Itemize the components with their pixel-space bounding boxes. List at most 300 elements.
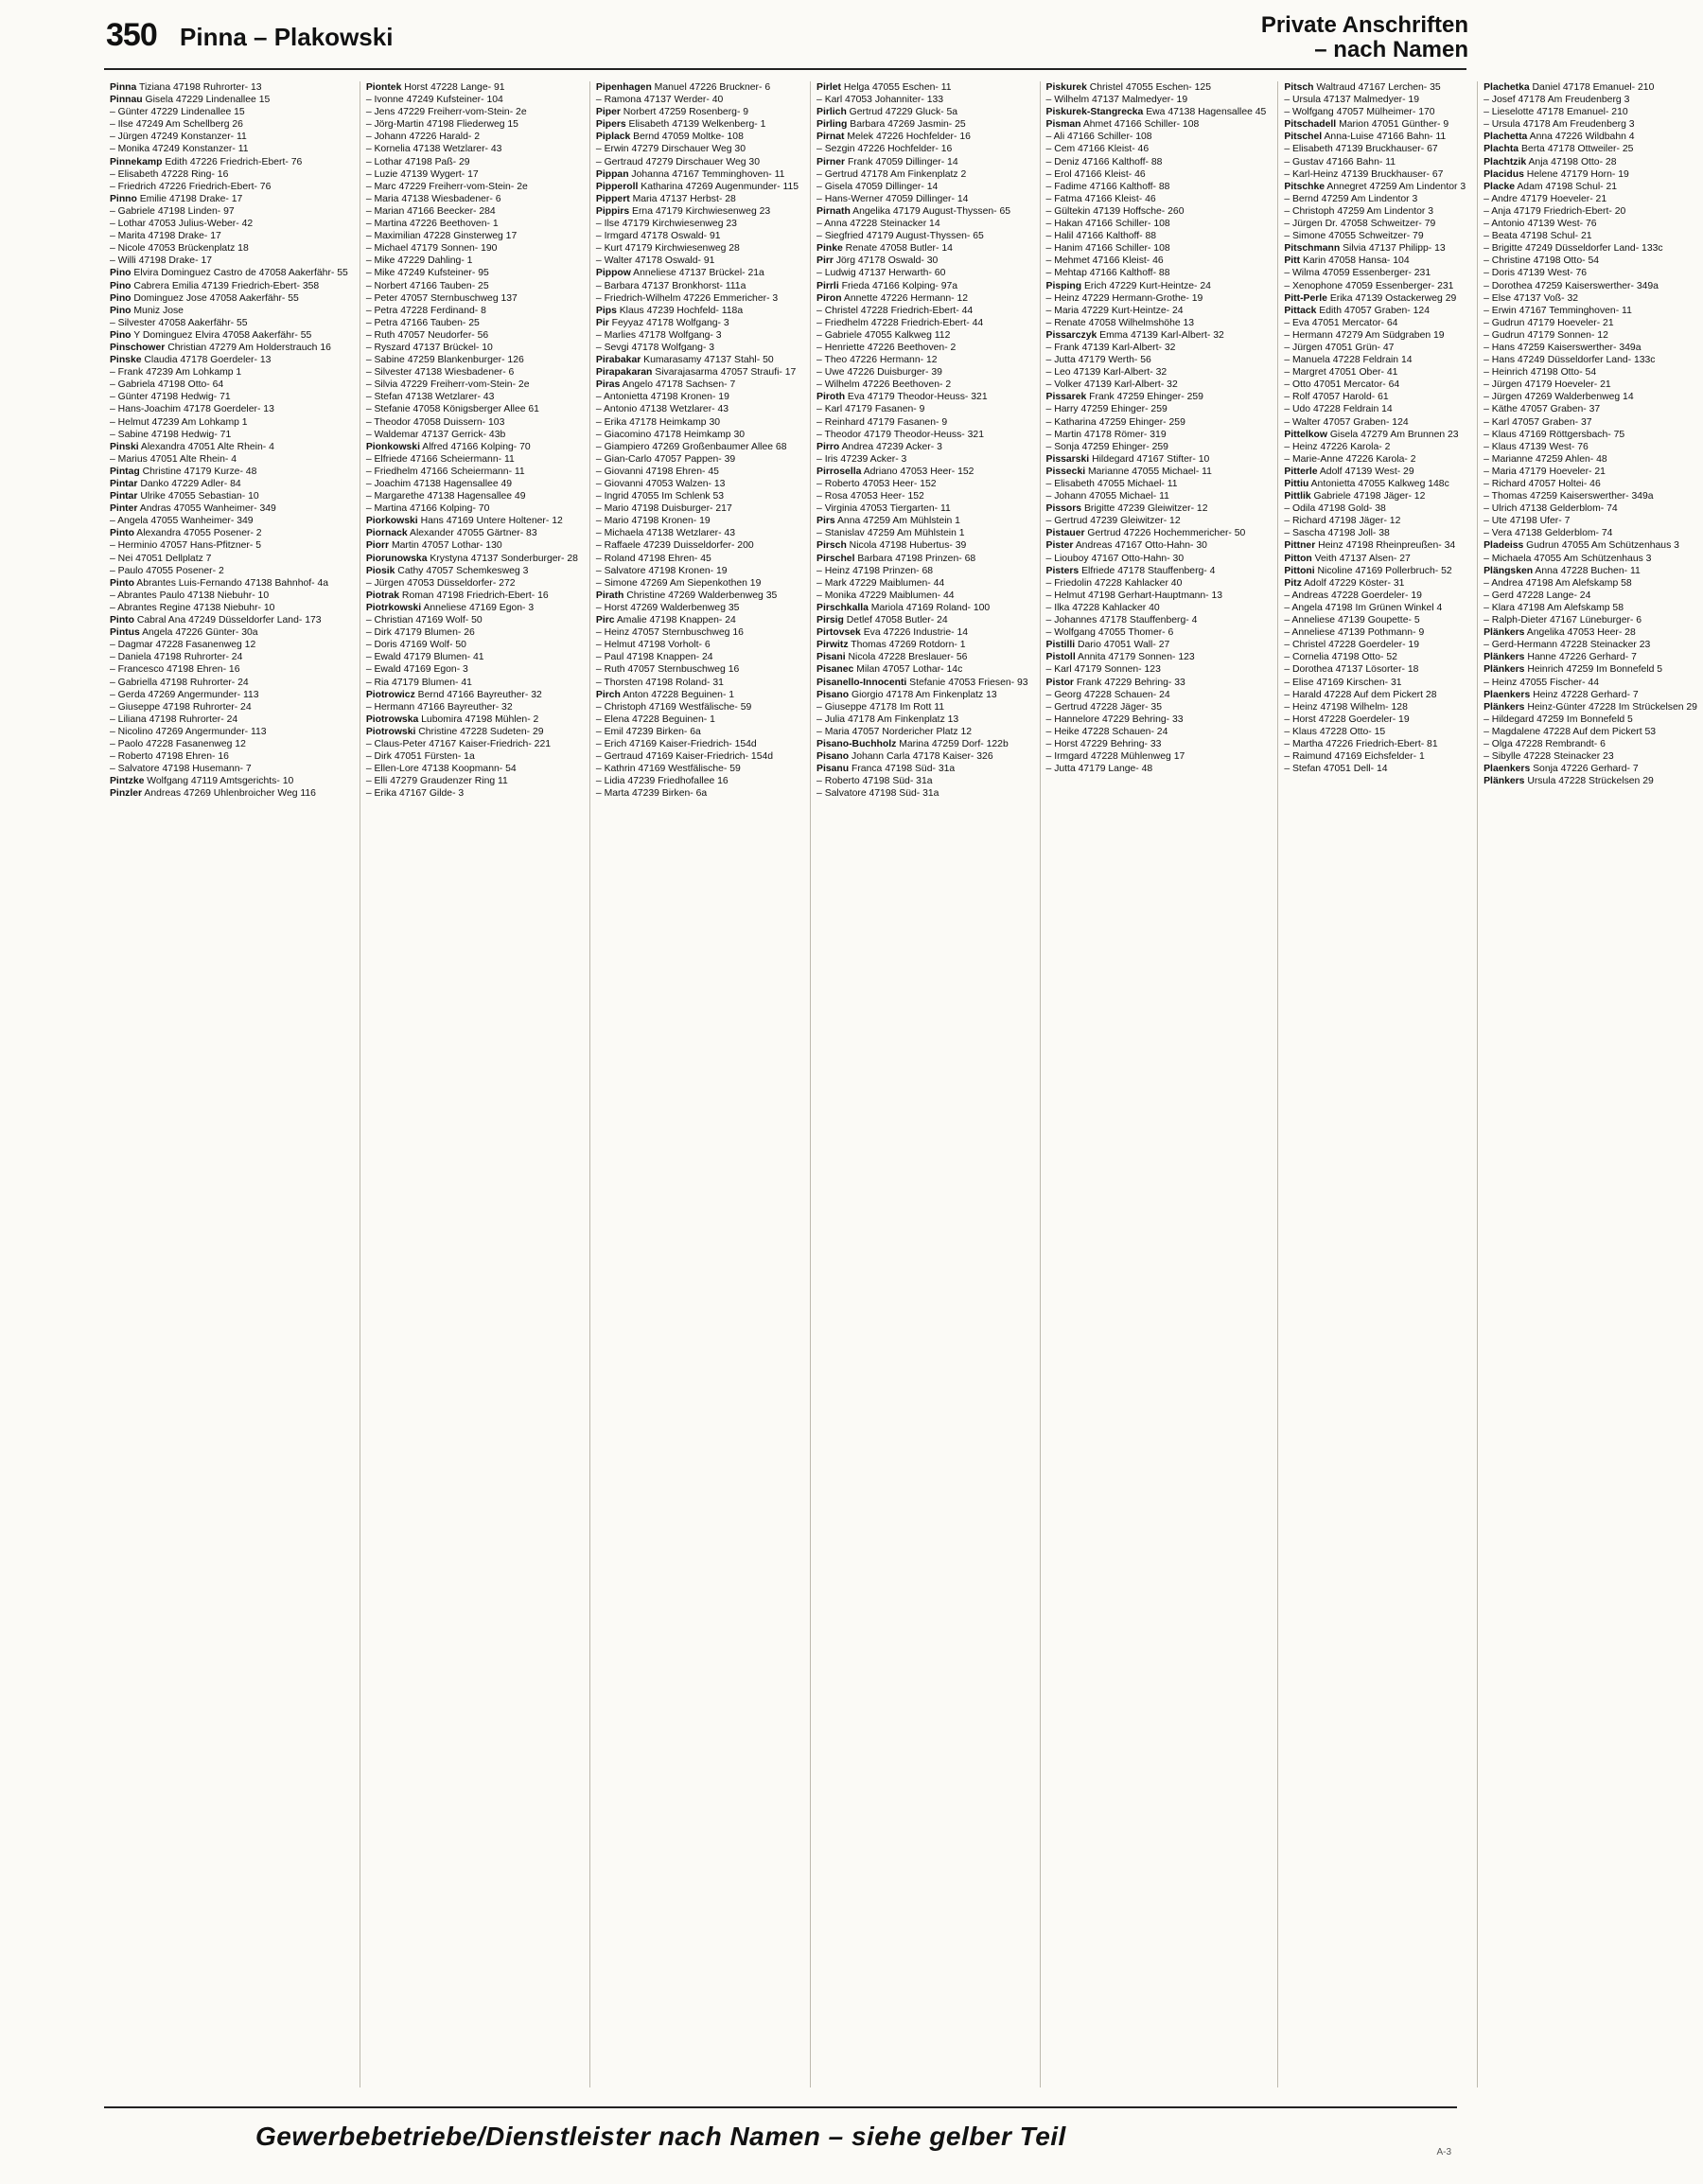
directory-entry: Piplack Bernd 47059 Moltke- 108 [595,132,744,143]
directory-entry: – Gabriela 47198 Otto- 64 [110,379,224,391]
directory-entry: – Cornelia 47198 Otto- 52 [1284,652,1397,663]
directory-entry: – Roberto 47198 Süd- 31a [816,776,933,787]
directory-entry: – Raimund 47169 Eichsfelder- 1 [1284,751,1425,763]
directory-entry: – Sabine 47259 Blankenburger- 126 [365,355,524,366]
directory-entry: – Erol 47166 Kleist- 46 [1045,168,1146,180]
directory-entry: – Jürgen Dr. 47058 Schweitzer- 79 [1284,219,1436,230]
directory-entry: – Dorothea 47259 Kaiserswerther- 349a [1484,280,1659,291]
directory-entry: – Johann 47226 Harald- 2 [365,132,480,143]
directory-entry: Pisanello-Innocenti Stefanie 47053 Friesen- 93 [816,677,1028,688]
directory-entry: – Hakan 47166 Schiller- 108 [1045,219,1170,230]
directory-entry: – Ewald 47179 Blumen- 41 [365,652,484,663]
directory-entry: – Else 47137 Voß- 32 [1484,292,1579,304]
directory-entry: – Anneliese 47139 Pothmann- 9 [1284,627,1425,639]
directory-entry: Pisano-Buchholz Marina 47259 Dorf- 122b [816,738,1009,749]
directory-entry: Pirlich Gertrud 47229 Gluck- 5a [816,107,958,118]
directory-entry: – Mark 47229 Maiblumen- 44 [816,577,945,589]
column-6 [1277,81,1471,2087]
directory-entry: – Christine 47198 Otto- 54 [1484,255,1599,267]
directory-entry: Pinske Claudia 47178 Goerdeler- 13 [110,355,272,366]
directory-entry: – Jürgen 47053 Düsseldorfer- 272 [365,577,516,589]
directory-entry: – Magdalene 47228 Auf dem Pickert 53 [1484,726,1657,737]
directory-entry: – Ali 47166 Schiller- 108 [1045,132,1152,143]
directory-entry: Pinke Renate 47058 Butler- 14 [816,243,953,255]
directory-entry: Pisters Elfriede 47178 Stauffenberg- 4 [1045,565,1216,576]
directory-entry: – Leo 47139 Karl-Albert- 32 [1045,367,1168,379]
section-title-line-2: – nach Namen [1314,37,1468,62]
directory-entry: – Karl-Heinz 47139 Bruckhauser- 67 [1284,168,1444,180]
directory-entry: Pirch Anton 47228 Beguinen- 1 [595,689,735,700]
directory-entry: – Beata 47198 Schul- 21 [1484,231,1592,242]
directory-entry: – Giovanni 47053 Walzen- 13 [595,479,726,489]
directory-entry: – Sevgi 47178 Wolfgang- 3 [595,342,715,353]
section-title-line-1: Private Anschriften [1260,12,1468,38]
directory-entry: – Andrea 47198 Am Alefskamp 58 [1484,577,1632,589]
directory-entry: Pitton Veith 47137 Alsen- 27 [1284,553,1411,564]
directory-entry: – Wilhelm 47137 Malmedyer- 19 [1045,95,1188,106]
directory-entry: Piotrak Roman 47198 Friedrich-Ebert- 16 [365,590,549,601]
directory-entry: – Ewald 47169 Egon- 3 [365,664,468,676]
directory-entry: – Abrantes Regine 47138 Niebuhr- 10 [110,602,275,613]
directory-entry: – Elfriede 47166 Scheiermann- 11 [365,453,515,465]
directory-entry: – Mike 47229 Dahling- 1 [365,255,473,267]
directory-entry: – Klaus 47139 West- 76 [1484,441,1589,452]
directory-entry: Pino Y Dominguez Elvira 47058 Aakerfähr- 55 [110,329,312,341]
directory-entry: – Salvatore 47198 Süd- 31a [816,788,939,800]
directory-entry: Piontek Horst 47228 Lange- 91 [365,82,505,93]
directory-entry: – Heinz 47229 Hermann-Grothe- 19 [1045,292,1203,304]
directory-entry: Pino Dominguez Jose 47058 Aakerfähr- 55 [110,292,299,304]
directory-entry: – Christel 47228 Goerdeler- 19 [1284,640,1419,651]
directory-entry: Pirc Amalie 47198 Knappen- 24 [595,615,736,626]
directory-entry: Pinno Emilie 47198 Drake- 17 [110,193,243,204]
directory-entry: – Frank 47139 Karl-Albert- 32 [1045,342,1176,353]
directory-entry: Pittoni Nicoline 47169 Pollerbruch- 52 [1284,565,1452,576]
directory-entry: – Ramona 47137 Werder- 40 [595,95,724,106]
directory-entry: – Kornelia 47138 Wetzlarer- 43 [365,144,502,155]
directory-entry: Pittner Heinz 47198 Rheinpreußen- 34 [1284,540,1456,552]
column-3 [589,81,804,2087]
directory-entry: – Michael 47179 Sonnen- 190 [365,243,498,255]
directory-entry: Pitt-Perle Erika 47139 Ostackerweg 29 [1284,292,1457,304]
directory-entry: – Richard 47057 Holtei- 46 [1484,479,1601,489]
directory-entry: Piotrkowski Anneliese 47169 Egon- 3 [365,602,535,613]
directory-entry: – Sezgin 47226 Hochfelder- 16 [816,144,953,155]
directory-entry: – Gustav 47166 Bahn- 11 [1284,156,1396,167]
directory-entry: Pintar Ulrike 47055 Sebastian- 10 [110,491,259,502]
directory-entry: – Anja 47179 Friedrich-Ebert- 20 [1484,205,1626,217]
directory-entry: – Klaus 47169 Röttgersbach- 75 [1484,429,1625,440]
directory-entry: – Thomas 47259 Kaiserswerther- 349a [1484,491,1654,502]
directory-entry: Pittelkow Gisela 47279 Am Brunnen 23 [1284,429,1459,440]
directory-entry: – Heinz 47057 Sternbuschweg 16 [595,627,744,639]
directory-entry: – Heinz 47198 Prinzen- 68 [816,565,934,576]
directory-entry: Pirr Jörg 47178 Oswald- 30 [816,255,939,267]
directory-entry: – Lothar 47198 Paß- 29 [365,156,470,167]
directory-entry: Pinter Andras 47055 Wanheimer- 349 [110,503,276,515]
directory-entry: – Kathrin 47169 Westfälische- 59 [595,764,741,775]
directory-entry: Pistauer Gertrud 47226 Hochemmericher- 50 [1045,528,1246,539]
directory-entry: – Ruth 47057 Sternbuschweg 16 [595,664,740,676]
directory-entry: Pinschower Christian 47279 Am Holderstrauch 16 [110,342,331,353]
directory-entry: Plaenkers Sonja 47226 Gerhard- 7 [1484,764,1639,775]
directory-entry: Pirling Barbara 47269 Jasmin- 25 [816,119,966,131]
directory-entry: – Barbara 47137 Bronkhorst- 111a [595,280,746,291]
directory-entry: – Andreas 47228 Goerdeler- 19 [1284,590,1422,601]
footer-banner: Gewerbebetriebe/Dienstleister nach Namen – siehe gelber Teil [255,2122,1066,2151]
directory-entry: Pinna Tiziana 47198 Ruhrorter- 13 [110,82,262,93]
page-number: 350 [106,17,157,53]
directory-entry: – Dorothea 47137 Lösorter- 18 [1284,664,1419,676]
directory-entry: – Helmut 47198 Gerhart-Hauptmann- 13 [1045,590,1223,601]
directory-entry: – Roberto 47198 Ehren- 16 [110,751,229,763]
directory-entry: – Raffaele 47239 Duisseldorfer- 200 [595,540,754,552]
directory-entry: – Giampiero 47269 Großenbaumer Allee 68 [595,441,787,452]
directory-entry: – Dagmar 47228 Fasanenweg 12 [110,640,256,651]
directory-entry: – Heinz 47226 Karola- 2 [1284,441,1391,452]
directory-entry: Pisman Ahmet 47166 Schiller- 108 [1045,119,1200,131]
directory-entry: Pirrosella Adriano 47053 Heer- 152 [816,466,974,477]
directory-entry: – Eva 47051 Mercator- 64 [1284,317,1398,328]
directory-entry: – Gabriele 47055 Kalkweg 112 [816,329,951,341]
directory-entry: – Ulrich 47138 Gelderblom- 74 [1484,503,1618,515]
directory-entry: Pino Cabrera Emilia 47139 Friedrich-Ebert- 358 [110,280,320,291]
directory-entry: Pipenhagen Manuel 47226 Bruckner- 6 [595,82,771,93]
directory-entry: Plaenkers Heinz 47228 Gerhard- 7 [1484,689,1639,700]
directory-entry: – Reinhard 47179 Fasanen- 9 [816,416,948,428]
directory-entry: Pladeiss Gudrun 47055 Am Schützenhaus 3 [1484,540,1679,552]
directory-entry: – Maximilian 47228 Ginsterweg 17 [365,231,518,242]
directory-entry: – Marc 47229 Freiherr-vom-Stein- 2e [365,181,528,192]
directory-entry: – Irmgard 47178 Oswald- 91 [595,231,721,242]
directory-entry: Pirnath Angelika 47179 August-Thyssen- 65 [816,205,1011,217]
directory-entry: Pister Andreas 47167 Otto-Hahn- 30 [1045,540,1207,552]
directory-entry: – Walter 47057 Graben- 124 [1284,416,1409,428]
directory-entry: – Anneliese 47139 Goupette- 5 [1284,615,1420,626]
directory-entry: – Josef 47178 Am Freudenberg 3 [1484,95,1630,106]
directory-entry: – Hans 47249 Düsseldorfer Land- 133c [1484,355,1656,366]
directory-entry: Pintag Christine 47179 Kurze- 48 [110,466,257,477]
directory-entry: Pitt Karin 47058 Hansa- 104 [1284,255,1410,267]
directory-entry: Piskurek Christel 47055 Eschen- 125 [1045,82,1211,93]
directory-entry: – Cem 47166 Kleist- 46 [1045,144,1150,155]
directory-entry: Piornack Alexander 47055 Gärtner- 83 [365,528,537,539]
directory-entry: Piotrowski Christine 47228 Sudeten- 29 [365,726,544,737]
directory-entry: Pipers Elisabeth 47139 Welkenberg- 1 [595,119,766,131]
directory-entry: Placke Adam 47198 Schul- 21 [1484,181,1618,192]
directory-entry: – Friedhelm 47228 Friedrich-Ebert- 44 [816,317,984,328]
directory-entry: – Hildegard 47259 Im Bonnefeld 5 [1484,713,1633,725]
directory-entry: – Martha 47226 Friedrich-Ebert- 81 [1284,738,1438,749]
directory-entry: Plänkers Heinz-Günter 47228 Im Strückelsen 29 [1484,701,1697,713]
directory-entry: – Jürgen 47269 Walderbenweg 14 [1484,392,1634,403]
directory-entry: – Manuela 47228 Feldrain 14 [1284,355,1413,366]
directory-entry: – Monika 47229 Maiblumen- 44 [816,590,955,601]
directory-entry: – Lidia 47239 Friedhofallee 16 [595,776,729,787]
directory-entry: – Mario 47198 Kronen- 19 [595,516,711,527]
directory-entry: – Horst 47229 Behring- 33 [1045,738,1162,749]
column-1 [104,81,354,2087]
directory-entry: – Giovanni 47198 Ehren- 45 [595,466,719,477]
directory-entry: – Martin 47178 Römer- 319 [1045,429,1167,440]
directory-entry: – Norbert 47166 Tauben- 25 [365,280,489,291]
directory-entry: Plänkers Heinrich 47259 Im Bonnefeld 5 [1484,664,1663,676]
directory-entry: Pissarek Frank 47259 Ehinger- 259 [1045,392,1203,403]
directory-entry: Pirner Frank 47059 Dillinger- 14 [816,156,958,167]
directory-entry: – Ruth 47057 Neudorfer- 56 [365,329,489,341]
directory-entry: – Katharina 47259 Ehinger- 259 [1045,416,1185,428]
directory-entry: – Hermann 47279 Am Südgraben 19 [1284,329,1445,341]
directory-entry: – Gerd-Hermann 47228 Steinacker 23 [1484,640,1651,651]
directory-entry: – Anna 47228 Steinacker 14 [816,219,940,230]
section-title [1261,13,1468,62]
directory-entry: Pippert Maria 47137 Herbst- 28 [595,193,736,204]
directory-entry: – Gabriele 47198 Linden- 97 [110,205,235,217]
directory-entry: – Erika 47167 Gilde- 3 [365,788,465,800]
directory-entry: – Wilma 47059 Essenberger- 231 [1284,268,1431,279]
directory-entry: – Thorsten 47198 Roland- 31 [595,677,724,688]
directory-entry: – Heinrich 47198 Otto- 54 [1484,367,1597,379]
directory-entry: – Elise 47169 Kirschen- 31 [1284,677,1402,688]
directory-entry: Placidus Helene 47179 Horn- 19 [1484,168,1629,180]
directory-entry: – Gisela 47059 Dillinger- 14 [816,181,939,192]
name-range: Pinna – Plakowski [180,23,394,51]
directory-entry: Pinzler Andreas 47269 Uhlenbroicher Weg 116 [110,788,316,800]
directory-entry: Pirsch Nicola 47198 Hubertus- 39 [816,540,967,552]
directory-entry: – Mike 47249 Kufsteiner- 95 [365,268,489,279]
directory-entry: – Marta 47239 Birken- 6a [595,788,708,800]
directory-entry: – Daniela 47198 Ruhrorter- 24 [110,652,243,663]
directory-entry: – Marlies 47178 Wolfgang- 3 [595,329,722,341]
directory-entry: – Erwin 47279 Dirschauer Weg 30 [595,144,746,155]
directory-entry: Plachta Berta 47178 Ottweiler- 25 [1484,144,1634,155]
directory-entry: Pippan Johanna 47167 Temminghoven- 11 [595,168,785,180]
directory-entry: Pippow Anneliese 47137 Brückel- 21a [595,268,764,279]
directory-entry: – Ursula 47178 Am Freudenberg 3 [1484,119,1635,131]
directory-entry: – Hans 47259 Kaiserswerther- 349a [1484,342,1642,353]
directory-entry: – Maria 47179 Hoeveler- 21 [1484,466,1606,477]
directory-entry: – Udo 47228 Feldrain 14 [1284,404,1393,415]
directory-entry: – Mario 47198 Duisburger- 217 [595,503,732,515]
directory-entry: – Klara 47198 Am Alefskamp 58 [1484,602,1624,613]
directory-entry: – Hanim 47166 Schiller- 108 [1045,243,1170,255]
directory-entry: – Ilse 47179 Kirchwiesenweg 23 [595,219,737,230]
directory-entry: – Wilhelm 47226 Beethoven- 2 [816,379,952,391]
directory-entry: – Deniz 47166 Kalthoff- 88 [1045,156,1163,167]
directory-entry: – Angela 47198 Im Grünen Winkel 4 [1284,602,1443,613]
directory-entry: – Gerd 47228 Lange- 24 [1484,590,1591,601]
directory-entry: – Petra 47166 Tauben- 25 [365,317,480,328]
directory-entry: – Bernd 47259 Am Lindentor 3 [1284,193,1418,204]
directory-entry: – Dirk 47051 Fürsten- 1a [365,751,475,763]
directory-entry: Pirnat Melek 47226 Hochfelder- 16 [816,132,971,143]
directory-entry: Pitschke Annegret 47259 Am Lindentor 3 [1284,181,1466,192]
directory-entry: – Gudrun 47179 Hoeveler- 21 [1484,317,1614,328]
page-header [0,0,1476,85]
directory-entry: – Sibylle 47228 Steinacker 23 [1484,751,1614,763]
directory-entry: – Elisabeth 47228 Ring- 16 [110,168,229,180]
directory-entry: Piroth Eva 47179 Theodor-Heuss- 321 [816,392,988,403]
page-footer [104,2106,1457,2163]
directory-entry: – Stefan 47051 Dell- 14 [1284,764,1388,775]
directory-entry: – Renate 47058 Wilhelmshöhe 13 [1045,317,1195,328]
directory-entry: – Michaela 47138 Wetzlarer- 43 [595,528,735,539]
directory-entry: Piras Angelo 47178 Sachsen- 7 [595,379,736,391]
directory-entry: – Liouboy 47167 Otto-Hahn- 30 [1045,553,1185,564]
directory-entry: – Sabine 47198 Hedwig- 71 [110,429,232,440]
directory-entry: – Waldemar 47137 Gerrick- 43b [365,429,506,440]
directory-entry: – Ursula 47137 Malmedyer- 19 [1284,95,1419,106]
directory-entry: – Lothar 47053 Julius-Weber- 42 [110,219,254,230]
directory-entry: Pirwitz Thomas 47269 Rotdorn- 1 [816,640,966,651]
directory-entry: Pir Feyyaz 47178 Wolfgang- 3 [595,317,729,328]
directory-entry: Pirrli Frieda 47166 Kolping- 97a [816,280,958,291]
directory-entry: – Fadime 47166 Kalthoff- 88 [1045,181,1170,192]
directory-entry: Pino Elvira Dominguez Castro de 47058 Aakerfähr- 55 [110,268,348,279]
directory-entry: – Frank 47239 Am Lohkamp 1 [110,367,242,379]
directory-entry: – Theodor 47058 Duissern- 103 [365,416,505,428]
directory-entry: – Rolf 47057 Harold- 61 [1284,392,1389,403]
directory-entry: – Günter 47198 Hedwig- 71 [110,392,231,403]
directory-entry: – Margret 47051 Ober- 41 [1284,367,1398,379]
directory-entry: Pinto Cabral Ana 47249 Düsseldorfer Land- 173 [110,615,322,626]
directory-entry: – Helmut 47198 Vorholt- 6 [595,640,711,651]
directory-entry: – Jürgen 47249 Konstanzer- 11 [110,132,247,143]
directory-entry: – Marius 47051 Alte Rhein- 4 [110,453,237,465]
directory-entry: – Elisabeth 47139 Bruckhauser- 67 [1284,144,1438,155]
directory-entry: – Ilka 47228 Kahlacker 40 [1045,602,1160,613]
directory-entry: – Wolfgang 47057 Mülheimer- 170 [1284,107,1435,118]
directory-entry: – Joachim 47138 Hagensallee 49 [365,479,513,489]
directory-entry: – Horst 47269 Walderbenweg 35 [595,602,740,613]
directory-entry: – Karl 47179 Sonnen- 123 [1045,664,1161,676]
directory-entry: – Friedhelm 47166 Scheiermann- 11 [365,466,525,477]
directory-entry: – Jürgen 47051 Grün- 47 [1284,342,1395,353]
directory-entry: Pittack Edith 47057 Graben- 124 [1284,305,1430,316]
directory-entry: – Olga 47228 Rembrandt- 6 [1484,738,1606,749]
directory-entry: Pinto Abrantes Luis-Fernando 47138 Bahnhof- 4a [110,577,329,589]
directory-entry: Pinto Alexandra 47055 Posener- 2 [110,528,262,539]
directory-entry: – Margarethe 47138 Hagensallee 49 [365,491,526,502]
directory-entry: Pirschel Barbara 47198 Prinzen- 68 [816,553,976,564]
directory-entry: – Mehmet 47166 Kleist- 46 [1045,255,1164,267]
directory-entry: Piotrowska Lubomira 47198 Mühlen- 2 [365,713,539,725]
directory-entry: – Hans-Werner 47059 Dillinger- 14 [816,193,969,204]
directory-entry: Plachetka Daniel 47178 Emanuel- 210 [1484,82,1655,93]
directory-entry: Pips Klaus 47239 Hochfeld- 118a [595,305,744,316]
directory-entry: – Giacomino 47178 Heimkamp 30 [595,429,746,440]
directory-entry: Pisano Johann Carla 47178 Kaiser- 326 [816,751,993,763]
directory-entry: Pionkowski Alfred 47166 Kolping- 70 [365,441,531,452]
directory-entry: – Friedrich 47226 Friedrich-Ebert- 76 [110,181,272,192]
directory-entry: – Jutta 47179 Lange- 48 [1045,764,1153,775]
directory-entry: – Stefanie 47058 Königsberger Allee 61 [365,404,539,415]
directory-entry: – Antonio 47139 West- 76 [1484,219,1597,230]
directory-entry: Pissarski Hildegard 47167 Stifter- 10 [1045,453,1210,465]
directory-entry: – Marianne 47259 Ahlen- 48 [1484,453,1607,465]
directory-entry: – Ria 47179 Blumen- 41 [365,677,472,688]
directory-entry: Pittlik Gabriele 47198 Jäger- 12 [1284,491,1426,502]
directory-entry: Pittiu Antonietta 47055 Kalkweg 148c [1284,479,1449,489]
directory-entry: – Heike 47228 Schauen- 24 [1045,726,1168,737]
directory-entry: Pisani Nicola 47228 Breslauer- 56 [816,652,968,663]
directory-entry: – Uwe 47226 Duisburger- 39 [816,367,942,379]
directory-entry: – Claus-Peter 47167 Kaiser-Friedrich- 221 [365,738,552,749]
directory-entry: – Silvia 47229 Freiherr-vom-Stein- 2e [365,379,530,391]
directory-entry: – Giuseppe 47198 Ruhrorter- 24 [110,701,252,713]
directory-entry: – Gian-Carlo 47057 Pappen- 39 [595,453,736,465]
directory-entry: – Sascha 47198 Joll- 38 [1284,528,1390,539]
directory-entry: – Doris 47169 Wolf- 50 [365,640,466,651]
directory-entry: – Ralph-Dieter 47167 Lüneburger- 6 [1484,615,1642,626]
directory-entry: Pisano Giorgio 47178 Am Finkenplatz 13 [816,689,997,700]
directory-entry: – Mehtap 47166 Kalthoff- 88 [1045,268,1170,279]
directory-entry: – Gerda 47269 Angermunder- 113 [110,689,259,700]
directory-entry: – Gabriella 47198 Ruhrorter- 24 [110,677,249,688]
directory-entry: Plänkers Angelika 47053 Heer- 28 [1484,627,1636,639]
directory-entry: – Paolo 47228 Fasanenweg 12 [110,738,246,749]
directory-entry: – Ellen-Lore 47138 Koopmann- 54 [365,764,517,775]
column-2 [360,81,584,2087]
directory-entry: Pissarczyk Emma 47139 Karl-Albert- 32 [1045,329,1224,341]
directory-entry: – Julia 47178 Am Finkenplatz 13 [816,713,959,725]
directory-entry: Pitschel Anna-Luise 47166 Bahn- 11 [1284,132,1447,143]
directory-entry: Pintus Angela 47226 Günter- 30a [110,627,258,639]
directory-entry: – Ivonne 47249 Kufsteiner- 104 [365,95,503,106]
directory-entry: – Andre 47179 Hoeveler- 21 [1484,193,1607,204]
directory-entry: – Karl 47179 Fasanen- 9 [816,404,925,415]
directory-entry: Pippirs Erna 47179 Kirchwiesenweg 23 [595,205,771,217]
directory-entry: – Erika 47178 Heimkamp 30 [595,416,721,428]
directory-entry: – Silvester 47058 Aakerfähr- 55 [110,317,248,328]
directory-entry: Pirath Christine 47269 Walderbenweg 35 [595,590,778,601]
directory-entry: – Iris 47239 Acker- 3 [816,453,907,465]
directory-entry: – Gertrud 47178 Am Finkenplatz 2 [816,168,967,180]
directory-entry: – Odila 47198 Gold- 38 [1284,503,1386,515]
directory-entry: Piper Norbert 47259 Rosenberg- 9 [595,107,749,118]
directory-entry: – Heinz 47198 Wilhelm- 128 [1284,701,1408,713]
directory-entry: Piosik Cathy 47057 Schemkesweg 3 [365,565,529,576]
directory-entry: – Nei 47051 Dellplatz 7 [110,553,212,564]
directory-entry: – Johann 47055 Michael- 11 [1045,491,1169,502]
directory-entry: Piorunowska Krystyna 47137 Sonderburger- 28 [365,553,578,564]
directory-entry: – Ingrid 47055 Im Schlenk 53 [595,491,725,502]
directory-entry: – Hans-Joachim 47178 Goerdeler- 13 [110,404,274,415]
directory-entry: – Ilse 47249 Am Schellberg 26 [110,119,243,131]
column-7 [1477,81,1703,2087]
directory-entry: – Ryszard 47137 Brückel- 10 [365,342,493,353]
directory-entry: – Maria 47229 Kurt-Heintze- 24 [1045,305,1184,316]
directory-entry: Pistoll Annita 47179 Sonnen- 123 [1045,652,1195,663]
directory-entry: Pinnau Gisela 47229 Lindenallee 15 [110,95,271,106]
directory-entry: Piorkowski Hans 47169 Untere Holtener- 12 [365,516,563,527]
directory-entry: Piron Annette 47226 Hermann- 12 [816,292,969,304]
directory-entry: – Wolfgang 47055 Thomer- 6 [1045,627,1174,639]
directory-entry: Pitsch Waltraud 47167 Lerchen- 35 [1284,82,1441,93]
directory-entry: – Volker 47139 Karl-Albert- 32 [1045,379,1178,391]
directory-entry: Pisanu Franca 47198 Süd- 31a [816,764,956,775]
directory-entry: – Marita 47198 Drake- 17 [110,231,221,242]
directory-entry: – Gudrun 47179 Sonnen- 12 [1484,329,1608,341]
directory-entry: – Martina 47166 Kolping- 70 [365,503,490,515]
directory-entry: – Christoph 47259 Am Lindentor 3 [1284,205,1434,217]
directory-entry: Piskurek-Stangrecka Ewa 47138 Hagensallee 45 [1045,107,1267,118]
directory-entry: Pisping Erich 47229 Kurt-Heintze- 24 [1045,280,1211,291]
column-4 [810,81,1034,2087]
directory-entry: Pitz Adolf 47229 Köster- 31 [1284,577,1405,589]
directory-entry: Pino Muniz Jose [110,305,184,316]
directory-entry: – Paul 47198 Knappen- 24 [595,652,713,663]
